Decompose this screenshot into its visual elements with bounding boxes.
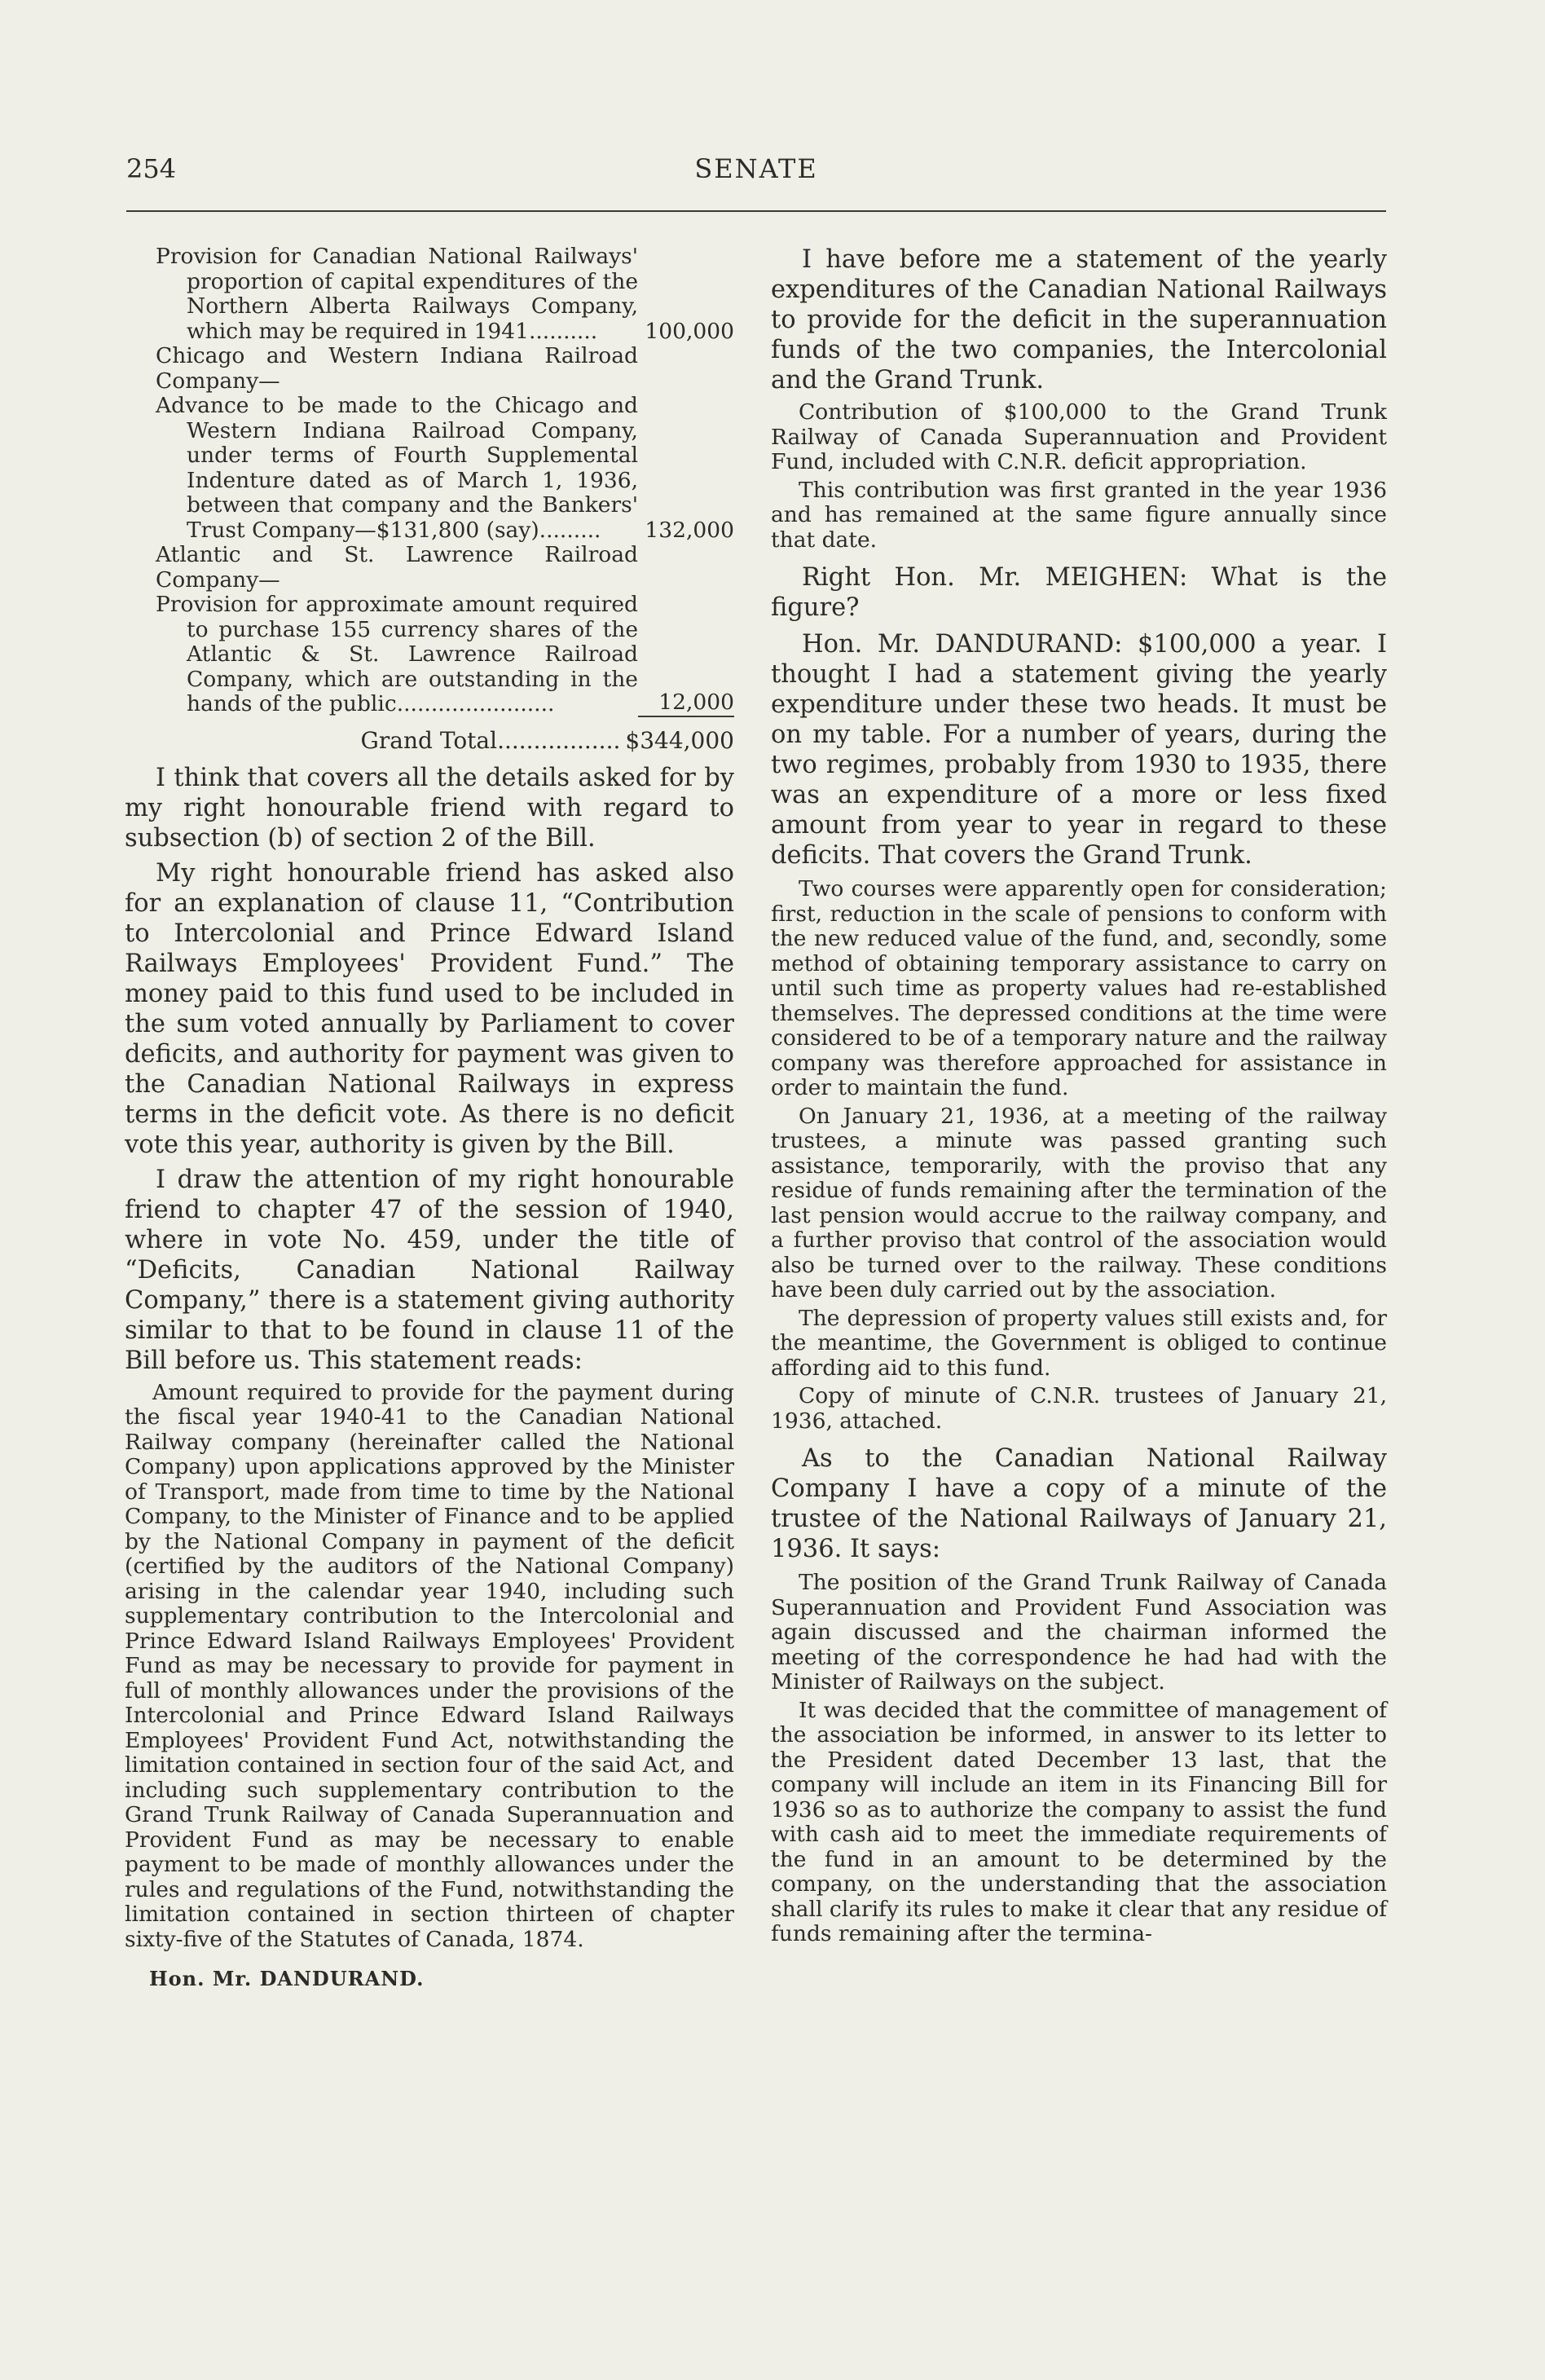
- paragraph: I have before me a statement of the yearly expenditures of the Canadian National Railways to provide for the deficit in the superannuation funds of the two companies, the Intercolonial and the Grand Trunk.: [771, 245, 1387, 394]
- estimate-heading: [125, 543, 734, 593]
- running-title: SENATE: [694, 153, 818, 184]
- quoted-paragraph: The depression of property values still exists and, for the meantime, the Government is obliged to continue affording aid to this fund.: [771, 1305, 1387, 1381]
- estimate-item: [125, 245, 734, 344]
- estimate-text: Advance to be made to the Chicago and Western Indiana Railroad Company, under terms of Fourth Supplemental Indenture dated as of March 1, 1936, between that company and the Bankers' Trust Company—$131,800 (say).........: [156, 393, 638, 543]
- paragraph: My right honourable friend has asked also for an explanation of clause 11, “Contribution to Intercolonial and Prince Edward Island Railways Employees' Provident Fund.” The money paid to this fund used to be included in the sum voted annually by Parliament to cover deficits, and authority for payment was given to the Canadian National Railways in express terms in the deficit vote. As there is no deficit vote this year, authority is given by the Bill.: [125, 858, 734, 1159]
- left-column: [125, 245, 734, 1990]
- estimates-list: [125, 245, 734, 717]
- quoted-statement: Amount required to provide for the payment during the fiscal year 1940-41 to the Canadian National Railway company (hereinafter called the National Company) upon applications approved by the Minister of Transport, made from time to time by the National Company, to the Minister of Finance and to be applied by the National Company in payment of the deficit (certified by the auditors of the National Company) arising in the calendar year 1940, including such supplementary contribution to the Intercolonial and Prince Edward Island Railways Employees' Provident Fund as may be necessary to provide for payment in full of monthly allowances under the provisions of the Intercolonial and Prince Edward Island Railways Employees' Provident Fund Act, notwithstanding the limitation contained in section four of the said Act, and including such supplementary contribution to the Grand Trunk Railway of Canada Superannuation and Provident Fund as may be necessary to enable payment to be made of monthly allowances under the rules and regulations of the Fund, notwithstanding the limitation contained in section thirteen of chapter sixty-five of the Statutes of Canada, 1874.: [125, 1379, 734, 1952]
- estimate-amount: 100,000: [645, 318, 734, 344]
- estimate-item: [125, 593, 734, 717]
- quoted-paragraph: It was decided that the committee of management of the association be informed, in answer to its letter to the President dated December 13 last, that the company will include an item in its Financing Bill for 1936 so as to authorize the company to assist the fund with cash aid to meet the immediate requirements of the fund in an amount to be determined by the company, on the understanding that the association shall clarify its rules to make it clear that any residue of funds remaining after the termina-: [771, 1697, 1387, 1946]
- grand-total-value: $344,000: [625, 726, 734, 754]
- paragraph: I think that covers all the details asked for by my right honourable friend with regard to subsection (b) of section 2 of the Bill.: [125, 763, 734, 853]
- page-number: 254: [126, 153, 177, 184]
- quoted-paragraph: This contribution was first granted in the year 1936 and has remained at the same figure annually since that date.: [771, 477, 1387, 553]
- estimate-text: Atlantic and St. Lawrence Railroad Company—: [156, 542, 638, 593]
- paragraph: I draw the attention of my right honourable friend to chapter 47 of the session of 1940, where in vote No. 459, under the title of “Deficits, Canadian National Railway Company,” there is a statement giving authority similar to that to be found in clause 11 of the Bill before us. This statement reads:: [125, 1165, 734, 1375]
- quoted-paragraph: Copy of minute of C.N.R. trustees of January 21, 1936, attached.: [771, 1383, 1387, 1434]
- quoted-paragraph: On January 21, 1936, at a meeting of the railway trustees, a minute was passed granting such assistance, temporarily, with the proviso that any residue of funds remaining after the termination of the last pension would accrue to the railway company, and a further proviso that control of the association would also be turned over to the railway. These conditions have been duly carried out by the association.: [771, 1103, 1387, 1302]
- right-column: [771, 245, 1387, 1950]
- estimate-text: Provision for Canadian National Railways' proportion of capital expenditures of the Northern Alberta Railways Company, which may be required in 1941..........: [156, 244, 638, 344]
- paragraph: As to the Canadian National Railway Company I have a copy of a minute of the trustee of the National Railways of January 21, 1936. It says:: [771, 1444, 1387, 1563]
- quoted-paragraph: Two courses were apparently open for consideration; first, reduction in the scale of pensions to conform with the new reduced value of the fund, and, secondly, some method of obtaining temporary assistance to carry on until such time as property values had re-established themselves. The depressed conditions at the time were considered to be of a temporary nature and the railway company was therefore approached for assistance in order to maintain the fund.: [771, 876, 1387, 1100]
- estimate-text: Provision for approximate amount required to purchase 155 currency shares of the Atlantic & St. Lawrence Railroad Company, which are outstanding in the hands of the public.......................: [156, 592, 638, 716]
- grand-total: [125, 727, 734, 755]
- paragraph: Hon. Mr. DANDURAND: $100,000 a year. I thought I had a statement giving the yearly expenditure under these two heads. It must be on my table. For a number of years, during the two regimes, probably from 1930 to 1935, there was an expenditure of a more or less fixed amount from year to year in regard to these deficits. That covers the Grand Trunk.: [771, 630, 1387, 870]
- estimate-amount: 132,000: [645, 517, 734, 543]
- estimate-heading: [125, 344, 734, 394]
- estimate-amount: 12,000: [638, 690, 734, 717]
- grand-total-label: Grand Total.................: [360, 726, 621, 754]
- speaker-signoff: Hon. Mr. DANDURAND.: [149, 1967, 425, 1990]
- paragraph: Right Hon. Mr. MEIGHEN: What is the figure?: [771, 563, 1387, 622]
- quoted-paragraph: The position of the Grand Trunk Railway of Canada Superannuation and Provident Fund Association was again discussed and the chairman informed the meeting of the correspondence he had had with the Minister of Railways on the subject.: [771, 1570, 1387, 1695]
- page-header: [126, 153, 1386, 186]
- quoted-paragraph: Contribution of $100,000 to the Grand Trunk Railway of Canada Superannuation and Provident Fund, included with C.N.R. deficit appropriation.: [771, 399, 1387, 474]
- estimate-item: [125, 394, 734, 543]
- header-rule: [126, 210, 1386, 212]
- estimate-text: Chicago and Western Indiana Railroad Company—: [156, 343, 638, 394]
